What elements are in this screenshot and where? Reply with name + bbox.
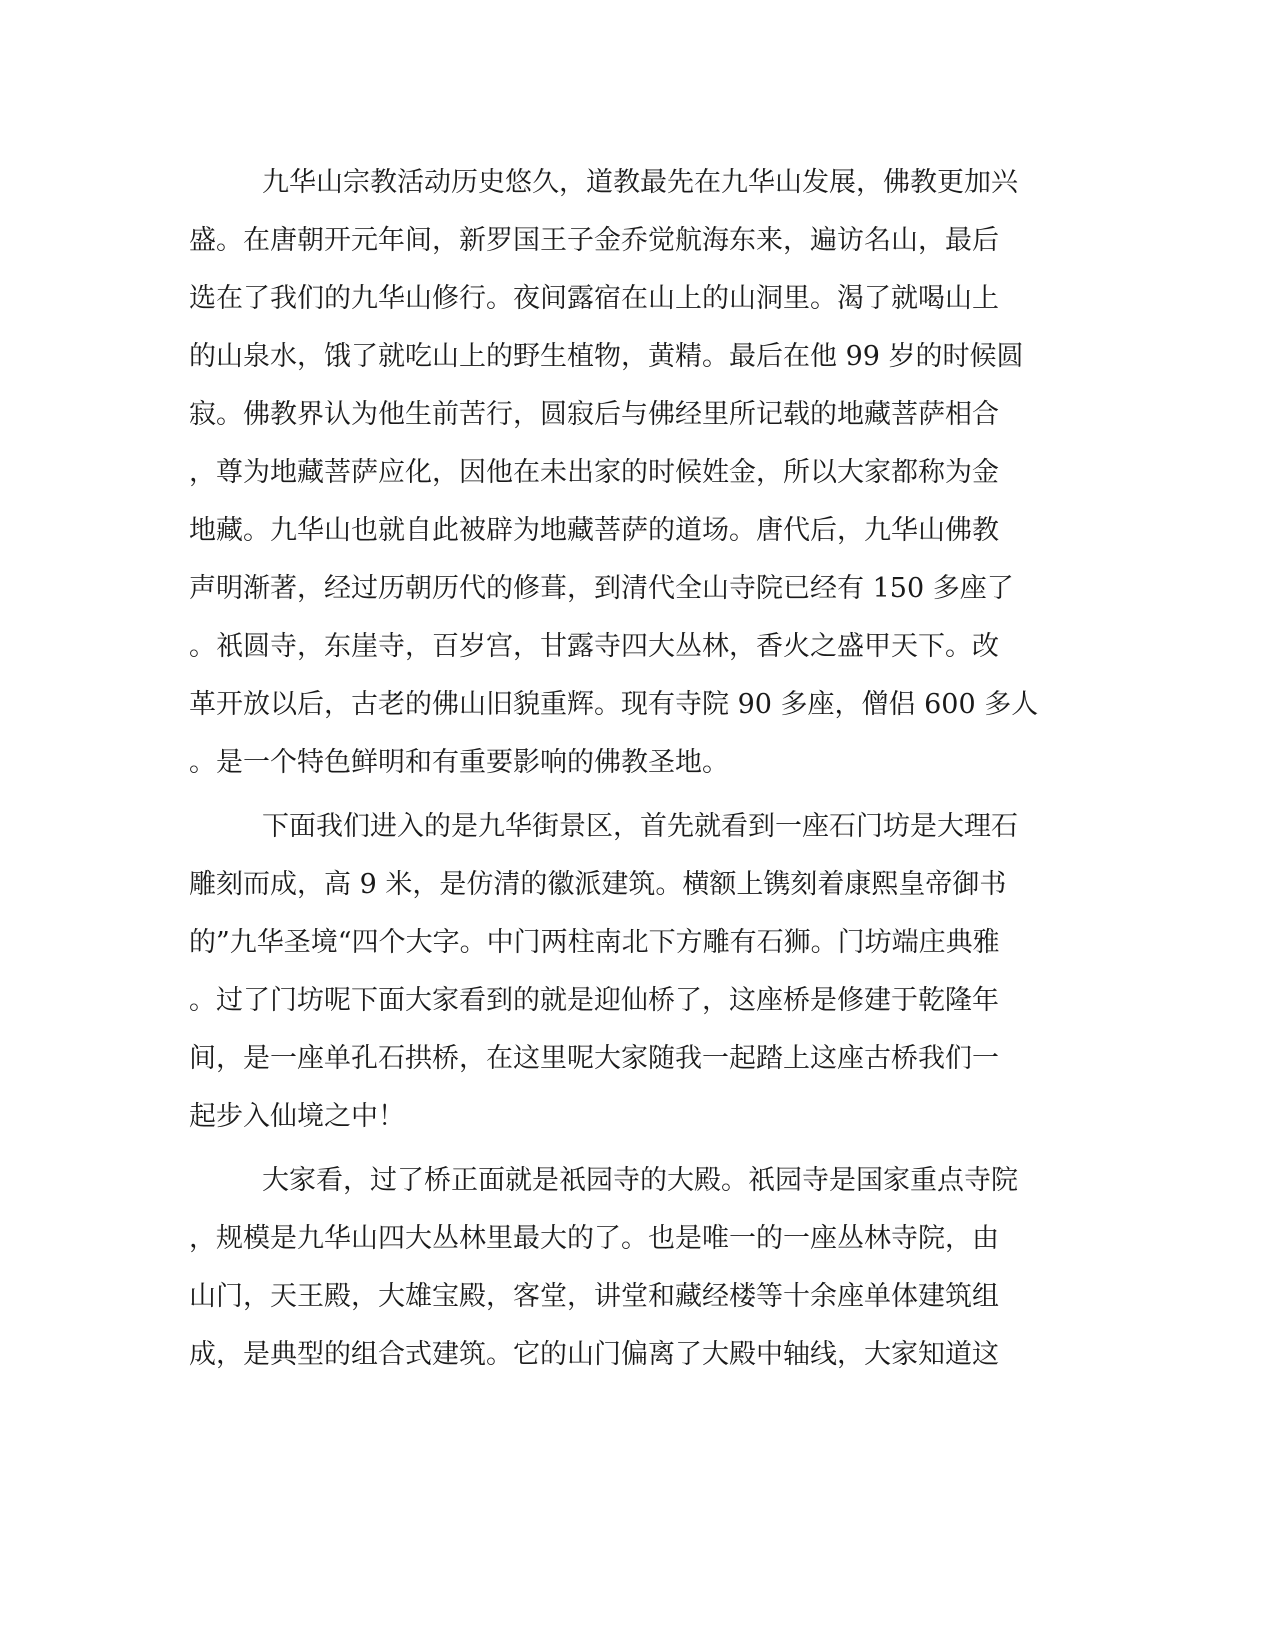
paragraph-1-line-5: 寂。佛教界认为他生前苦行，圆寂后与佛经里所记载的地藏菩萨相合 [189,399,999,430]
paragraph-1-line-3: 选在了我们的九华山修行。夜间露宿在山上的山洞里。渴了就喝山上 [189,283,999,314]
paragraph-3-line-1: 大家看，过了桥正面就是祇园寺的大殿。祇园寺是国家重点寺院 [262,1165,1018,1196]
paragraph-1-line-6: ，尊为地藏菩萨应化，因他在未出家的时候姓金，所以大家都称为金 [189,457,999,488]
paragraph-1-line-8: 声明渐著，经过历朝历代的修葺，到清代全山寺院已经有 150 多座了 [189,573,1014,604]
paragraph-2-line-3: 的”九华圣境“四个大字。中门两柱南北下方雕有石狮。门坊端庄典雅 [189,927,1000,958]
paragraph-2-line-6: 起步入仙境之中！ [189,1101,405,1132]
paragraph-2-line-1: 下面我们进入的是九华街景区，首先就看到一座石门坊是大理石 [262,811,1018,842]
paragraph-3-line-2: ，规模是九华山四大丛林里最大的了。也是唯一的一座丛林寺院，由 [189,1223,999,1254]
paragraph-1-line-7: 地藏。九华山也就自此被辟为地藏菩萨的道场。唐代后，九华山佛教 [189,515,999,546]
paragraph-2-line-2: 雕刻而成，高 9 米，是仿清的徽派建筑。横额上镌刻着康熙皇帝御书 [189,869,1007,900]
paragraph-1-line-11: 。是一个特色鲜明和有重要影响的佛教圣地。 [189,747,729,778]
paragraph-1-line-9: 。祇圆寺，东崖寺，百岁宫，甘露寺四大丛林，香火之盛甲天下。改 [189,631,999,662]
paragraph-1-line-10: 革开放以后，古老的佛山旧貌重辉。现有寺院 90 多座，僧侣 600 多人 [189,689,1039,720]
paragraph-2-line-4: 。过了门坊呢下面大家看到的就是迎仙桥了，这座桥是修建于乾隆年 [189,985,999,1016]
paragraph-3-line-4: 成，是典型的组合式建筑。它的山门偏离了大殿中轴线，大家知道这 [189,1339,999,1370]
paragraph-1-line-1: 九华山宗教活动历史悠久，道教最先在九华山发展，佛教更加兴 [262,167,1018,198]
paragraph-2-line-5: 间，是一座单孔石拱桥，在这里呢大家随我一起踏上这座古桥我们一 [189,1043,999,1074]
paragraph-3-line-3: 山门，天王殿，大雄宝殿，客堂，讲堂和藏经楼等十余座单体建筑组 [189,1281,999,1312]
paragraph-1-line-2: 盛。在唐朝开元年间，新罗国王子金乔觉航海东来，遍访名山，最后 [189,225,999,256]
paragraph-1-line-4: 的山泉水，饿了就吃山上的野生植物，黄精。最后在他 99 岁的时候圆 [189,341,1024,372]
